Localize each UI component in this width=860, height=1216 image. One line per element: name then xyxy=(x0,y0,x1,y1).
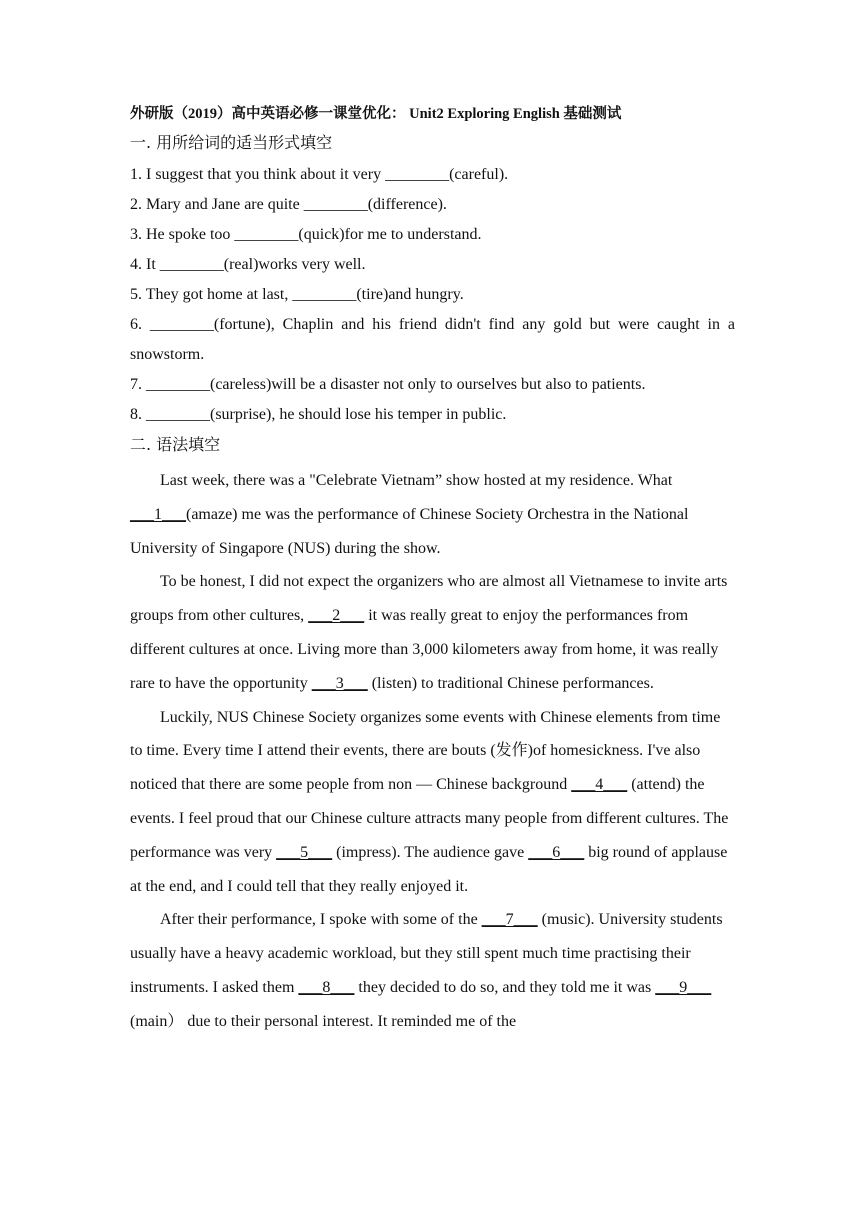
question-item: 1. I suggest that you think about it very ________(careful). xyxy=(130,166,509,183)
passage-text: Last week, there was a "Celebrate Vietnam” show hosted at my residence. What xyxy=(160,472,673,489)
section-1-heading: 一. 用所给词的适当形式填空 xyxy=(130,133,333,152)
question-item: 5. They got home at last, ________(tire)and hungry. xyxy=(130,286,464,303)
answer-blank: ___2___ xyxy=(308,607,365,625)
passage-text: (attend) the events. I feel proud that our Chinese culture attracts many people from different cultures. The performance was very xyxy=(130,776,729,861)
section-2-heading: 二. 语法填空 xyxy=(130,435,221,454)
passage-text: To be honest, I did not expect the organizers who are almost all Vietnamese to invite arts groups from other cultures, xyxy=(130,573,728,625)
question-item: 3. He spoke too ________(quick)for me to understand. xyxy=(130,226,482,243)
passage-text: (amaze) me was the performance of Chinese Society Orchestra in the National University of Singapore (NUS) during the show. xyxy=(130,505,689,557)
answer-blank: ___7___ xyxy=(481,911,538,929)
passage-text: After their performance, I spoke with some of the xyxy=(160,911,482,929)
passage-paragraph xyxy=(130,565,735,700)
passage-paragraph xyxy=(130,464,735,565)
passage-paragraph xyxy=(130,701,735,904)
answer-blank: ___6___ xyxy=(528,843,585,861)
answer-blank: ___1___ xyxy=(130,505,186,523)
question-item: 7. ________(careless)will be a disaster not only to ourselves but also to patients. xyxy=(130,376,646,393)
passage-text: (main） due to their personal interest. It reminded me of the xyxy=(130,1012,517,1030)
passage-paragraph xyxy=(130,903,735,1038)
passage-text: they decided to do so, and they told me it was xyxy=(354,978,656,996)
passage-text: (impress). The audience gave xyxy=(332,843,529,861)
passage-text: (listen) to traditional Chinese performances. xyxy=(367,674,654,692)
passage-text: big round of applause at the end, and I could tell that they really enjoyed it. xyxy=(130,843,728,895)
passage-text: (music). University students usually have a heavy academic workload, but they still spent much time practising their instruments. I asked them xyxy=(130,911,723,996)
question-item: 4. It ________(real)works very well. xyxy=(130,256,366,273)
document-page xyxy=(130,100,735,1039)
answer-blank: ___5___ xyxy=(276,843,333,861)
question-item: 6. ________(fortune), Chaplin and his friend didn't find any gold but were caught in a snowstorm. xyxy=(130,316,735,363)
document-title: 外研版（2019）高中英语必修一课堂优化： Unit2 Exploring English 基础测试 xyxy=(130,106,622,122)
answer-blank: ___4___ xyxy=(571,776,628,794)
cloze-passage xyxy=(130,464,735,1039)
answer-blank: ___3___ xyxy=(311,674,368,692)
question-item: 2. Mary and Jane are quite ________(difference). xyxy=(130,196,447,213)
passage-text: Luckily, NUS Chinese Society organizes some events with Chinese elements from time to time. Every time I attend their events, there are bouts (发作)of homesickness. I've also noticed that there are some people from non — Chinese background xyxy=(130,708,721,794)
answer-blank: ___8___ xyxy=(298,978,355,996)
answer-blank: ___9___ xyxy=(655,978,712,996)
question-list xyxy=(130,160,735,430)
passage-text: it was really great to enjoy the performances from different cultures at once. Living more than 3,000 kilometers away from home, it was really rare to have the opportunity xyxy=(130,607,719,692)
question-item: 8. ________(surprise), he should lose his temper in public. xyxy=(130,406,507,423)
